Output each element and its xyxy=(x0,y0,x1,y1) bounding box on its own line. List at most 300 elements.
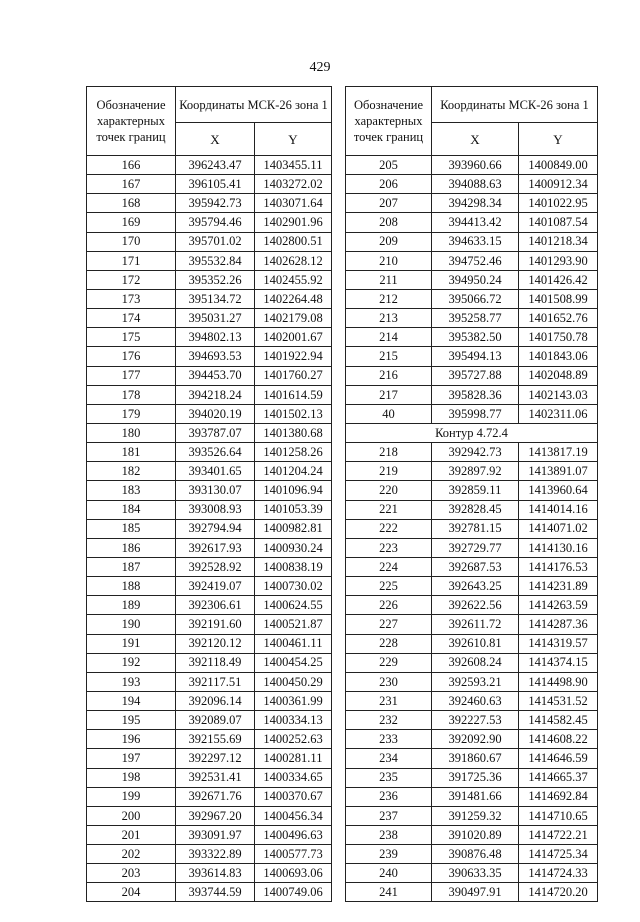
table-row xyxy=(87,404,332,423)
y-coordinate-cell: 1400577.73 xyxy=(255,845,332,864)
y-coordinate-cell: 1401022.95 xyxy=(519,194,598,213)
point-number-cell: 213 xyxy=(346,309,432,328)
coordinates-table-left xyxy=(86,86,332,902)
y-coordinate-cell: 1414608.22 xyxy=(519,730,598,749)
x-coordinate-cell: 392781.15 xyxy=(432,519,519,538)
table-row xyxy=(87,768,332,787)
y-coordinate-cell: 1402455.92 xyxy=(255,270,332,289)
x-coordinate-cell: 393091.97 xyxy=(176,825,255,844)
point-number-cell: 219 xyxy=(346,462,432,481)
y-coordinate-cell: 1401204.24 xyxy=(255,462,332,481)
y-coordinate-cell: 1413891.07 xyxy=(519,462,598,481)
table-row xyxy=(87,328,332,347)
x-coordinate-cell: 392419.07 xyxy=(176,577,255,596)
y-coordinate-cell: 1414725.34 xyxy=(519,845,598,864)
point-number-cell: 235 xyxy=(346,768,432,787)
x-coordinate-cell: 390497.91 xyxy=(432,883,519,902)
point-number-cell: 203 xyxy=(87,864,176,883)
table-row xyxy=(346,194,598,213)
table-row xyxy=(346,328,598,347)
x-coordinate-cell: 392859.11 xyxy=(432,481,519,500)
y-coordinate-cell: 1414498.90 xyxy=(519,672,598,691)
point-number-cell: 238 xyxy=(346,825,432,844)
point-number-cell: 239 xyxy=(346,845,432,864)
x-coordinate-cell: 392155.69 xyxy=(176,730,255,749)
coordinates-table-right xyxy=(345,86,598,902)
point-number-cell: 233 xyxy=(346,730,432,749)
table-row xyxy=(346,787,598,806)
point-number-cell: 220 xyxy=(346,481,432,500)
table-row xyxy=(346,309,598,328)
x-coordinate-cell: 394298.34 xyxy=(432,194,519,213)
table-row xyxy=(87,481,332,500)
x-coordinate-cell: 392531.41 xyxy=(176,768,255,787)
x-coordinate-cell: 396243.47 xyxy=(176,156,255,175)
point-number-cell: 225 xyxy=(346,577,432,596)
y-coordinate-cell: 1414014.16 xyxy=(519,500,598,519)
x-coordinate-cell: 395701.02 xyxy=(176,232,255,251)
x-coordinate-cell: 392593.21 xyxy=(432,672,519,691)
table-row xyxy=(346,443,598,462)
table-row xyxy=(346,691,598,710)
point-number-cell: 227 xyxy=(346,615,432,634)
x-coordinate-cell: 392687.53 xyxy=(432,557,519,576)
x-coordinate-cell: 393322.89 xyxy=(176,845,255,864)
header-x: X xyxy=(176,123,255,156)
table-row xyxy=(346,404,598,423)
point-number-cell: 173 xyxy=(87,289,176,308)
point-number-cell: 204 xyxy=(87,883,176,902)
x-coordinate-cell: 392191.60 xyxy=(176,615,255,634)
x-coordinate-cell: 391259.32 xyxy=(432,806,519,825)
x-coordinate-cell: 392528.92 xyxy=(176,557,255,576)
x-coordinate-cell: 396105.41 xyxy=(176,175,255,194)
y-coordinate-cell: 1400454.25 xyxy=(255,653,332,672)
table-row xyxy=(87,538,332,557)
table-row xyxy=(346,883,598,902)
table-row xyxy=(346,634,598,653)
table-row xyxy=(346,175,598,194)
y-coordinate-cell: 1400334.65 xyxy=(255,768,332,787)
x-coordinate-cell: 392297.12 xyxy=(176,749,255,768)
x-coordinate-cell: 393787.07 xyxy=(176,423,255,442)
x-coordinate-cell: 392942.73 xyxy=(432,443,519,462)
table-row xyxy=(346,289,598,308)
point-number-cell: 236 xyxy=(346,787,432,806)
table-row xyxy=(87,825,332,844)
y-coordinate-cell: 1400624.55 xyxy=(255,596,332,615)
table-row xyxy=(87,787,332,806)
x-coordinate-cell: 391725.36 xyxy=(432,768,519,787)
table-row xyxy=(346,596,598,615)
point-number-cell: 187 xyxy=(87,557,176,576)
point-number-cell: 175 xyxy=(87,328,176,347)
point-number-cell: 208 xyxy=(346,213,432,232)
point-number-cell: 174 xyxy=(87,309,176,328)
y-coordinate-cell: 1401426.42 xyxy=(519,270,598,289)
y-coordinate-cell: 1400496.63 xyxy=(255,825,332,844)
y-coordinate-cell: 1400693.06 xyxy=(255,864,332,883)
x-coordinate-cell: 395031.27 xyxy=(176,309,255,328)
y-coordinate-cell: 1402143.03 xyxy=(519,385,598,404)
y-coordinate-cell: 1401760.27 xyxy=(255,366,332,385)
x-coordinate-cell: 392967.20 xyxy=(176,806,255,825)
point-number-cell: 190 xyxy=(87,615,176,634)
point-number-cell: 210 xyxy=(346,251,432,270)
y-coordinate-cell: 1402901.96 xyxy=(255,213,332,232)
point-number-cell: 224 xyxy=(346,557,432,576)
y-coordinate-cell: 1401652.76 xyxy=(519,309,598,328)
y-coordinate-cell: 1401258.26 xyxy=(255,443,332,462)
y-coordinate-cell: 1402048.89 xyxy=(519,366,598,385)
table-row xyxy=(346,538,598,557)
point-number-cell: 40 xyxy=(346,404,432,423)
x-coordinate-cell: 394218.24 xyxy=(176,385,255,404)
point-number-cell: 237 xyxy=(346,806,432,825)
y-coordinate-cell: 1402179.08 xyxy=(255,309,332,328)
y-coordinate-cell: 1400370.67 xyxy=(255,787,332,806)
x-coordinate-cell: 394088.63 xyxy=(432,175,519,194)
table-row xyxy=(87,289,332,308)
table-row xyxy=(87,845,332,864)
table-row xyxy=(346,156,598,175)
table-row xyxy=(87,634,332,653)
table-row xyxy=(346,768,598,787)
point-number-cell: 216 xyxy=(346,366,432,385)
x-coordinate-cell: 394453.70 xyxy=(176,366,255,385)
y-coordinate-cell: 1400281.11 xyxy=(255,749,332,768)
table-row xyxy=(87,596,332,615)
point-number-cell: 200 xyxy=(87,806,176,825)
header-coordinates-group: Координаты МСК-26 зона 1 xyxy=(176,87,332,123)
y-coordinate-cell: 1414130.16 xyxy=(519,538,598,557)
y-coordinate-cell: 1414724.33 xyxy=(519,864,598,883)
x-coordinate-cell: 393130.07 xyxy=(176,481,255,500)
y-coordinate-cell: 1401502.13 xyxy=(255,404,332,423)
x-coordinate-cell: 390876.48 xyxy=(432,845,519,864)
point-number-cell: 180 xyxy=(87,423,176,442)
y-coordinate-cell: 1414176.53 xyxy=(519,557,598,576)
table-row xyxy=(346,557,598,576)
point-number-cell: 186 xyxy=(87,538,176,557)
point-number-cell: 230 xyxy=(346,672,432,691)
x-coordinate-cell: 394752.46 xyxy=(432,251,519,270)
x-coordinate-cell: 392643.25 xyxy=(432,577,519,596)
x-coordinate-cell: 393960.66 xyxy=(432,156,519,175)
table-row xyxy=(87,156,332,175)
x-coordinate-cell: 395942.73 xyxy=(176,194,255,213)
x-coordinate-cell: 395494.13 xyxy=(432,347,519,366)
x-coordinate-cell: 392671.76 xyxy=(176,787,255,806)
x-coordinate-cell: 392622.56 xyxy=(432,596,519,615)
x-coordinate-cell: 395727.88 xyxy=(432,366,519,385)
point-number-cell: 201 xyxy=(87,825,176,844)
x-coordinate-cell: 394413.42 xyxy=(432,213,519,232)
y-coordinate-cell: 1400361.99 xyxy=(255,691,332,710)
table-row xyxy=(87,691,332,710)
point-number-cell: 218 xyxy=(346,443,432,462)
point-number-cell: 199 xyxy=(87,787,176,806)
point-number-cell: 228 xyxy=(346,634,432,653)
point-number-cell: 226 xyxy=(346,596,432,615)
table-row xyxy=(346,232,598,251)
x-coordinate-cell: 392617.93 xyxy=(176,538,255,557)
x-coordinate-cell: 392460.63 xyxy=(432,691,519,710)
point-number-cell: 181 xyxy=(87,443,176,462)
point-number-cell: 177 xyxy=(87,366,176,385)
x-coordinate-cell: 394020.19 xyxy=(176,404,255,423)
y-coordinate-cell: 1403455.11 xyxy=(255,156,332,175)
y-coordinate-cell: 1401380.68 xyxy=(255,423,332,442)
point-number-cell: 212 xyxy=(346,289,432,308)
y-coordinate-cell: 1414231.89 xyxy=(519,577,598,596)
y-coordinate-cell: 1414319.57 xyxy=(519,634,598,653)
point-number-cell: 169 xyxy=(87,213,176,232)
point-number-cell: 209 xyxy=(346,232,432,251)
point-number-cell: 232 xyxy=(346,711,432,730)
point-number-cell: 182 xyxy=(87,462,176,481)
table-row xyxy=(346,366,598,385)
y-coordinate-cell: 1403071.64 xyxy=(255,194,332,213)
point-number-cell: 183 xyxy=(87,481,176,500)
y-coordinate-cell: 1400912.34 xyxy=(519,175,598,194)
table-row xyxy=(346,385,598,404)
header-designation: Обозначение характерных точек границ xyxy=(346,87,432,156)
x-coordinate-cell: 395352.26 xyxy=(176,270,255,289)
y-coordinate-cell: 1400749.06 xyxy=(255,883,332,902)
point-number-cell: 222 xyxy=(346,519,432,538)
table-row xyxy=(87,443,332,462)
table-row xyxy=(346,519,598,538)
y-coordinate-cell: 1400982.81 xyxy=(255,519,332,538)
y-coordinate-cell: 1414582.45 xyxy=(519,711,598,730)
y-coordinate-cell: 1414665.37 xyxy=(519,768,598,787)
y-coordinate-cell: 1400838.19 xyxy=(255,557,332,576)
y-coordinate-cell: 1401843.06 xyxy=(519,347,598,366)
x-coordinate-cell: 393526.64 xyxy=(176,443,255,462)
y-coordinate-cell: 1401293.90 xyxy=(519,251,598,270)
point-number-cell: 191 xyxy=(87,634,176,653)
contour-row xyxy=(346,423,598,442)
y-coordinate-cell: 1414720.20 xyxy=(519,883,598,902)
table-row xyxy=(346,806,598,825)
point-number-cell: 241 xyxy=(346,883,432,902)
header-y: Y xyxy=(519,123,598,156)
y-coordinate-cell: 1401614.59 xyxy=(255,385,332,404)
x-coordinate-cell: 392794.94 xyxy=(176,519,255,538)
point-number-cell: 215 xyxy=(346,347,432,366)
y-coordinate-cell: 1400334.13 xyxy=(255,711,332,730)
table-row xyxy=(87,883,332,902)
y-coordinate-cell: 1400252.63 xyxy=(255,730,332,749)
point-number-cell: 240 xyxy=(346,864,432,883)
point-number-cell: 231 xyxy=(346,691,432,710)
y-coordinate-cell: 1401218.34 xyxy=(519,232,598,251)
point-number-cell: 229 xyxy=(346,653,432,672)
y-coordinate-cell: 1414531.52 xyxy=(519,691,598,710)
page-number: 429 xyxy=(309,60,331,75)
x-coordinate-cell: 392306.61 xyxy=(176,596,255,615)
x-coordinate-cell: 393401.65 xyxy=(176,462,255,481)
y-coordinate-cell: 1401922.94 xyxy=(255,347,332,366)
point-number-cell: 188 xyxy=(87,577,176,596)
table-row xyxy=(87,213,332,232)
y-coordinate-cell: 1402264.48 xyxy=(255,289,332,308)
x-coordinate-cell: 391481.66 xyxy=(432,787,519,806)
header-designation: Обозначение характерных точек границ xyxy=(87,87,176,156)
point-number-cell: 234 xyxy=(346,749,432,768)
point-number-cell: 179 xyxy=(87,404,176,423)
y-coordinate-cell: 1400930.24 xyxy=(255,538,332,557)
table-row xyxy=(346,672,598,691)
x-coordinate-cell: 395258.77 xyxy=(432,309,519,328)
point-number-cell: 167 xyxy=(87,175,176,194)
x-coordinate-cell: 391020.89 xyxy=(432,825,519,844)
x-coordinate-cell: 395794.46 xyxy=(176,213,255,232)
y-coordinate-cell: 1402628.12 xyxy=(255,251,332,270)
table-row xyxy=(87,423,332,442)
y-coordinate-cell: 1401087.54 xyxy=(519,213,598,232)
table-row xyxy=(87,251,332,270)
table-row xyxy=(346,711,598,730)
table-row xyxy=(87,672,332,691)
x-coordinate-cell: 395382.50 xyxy=(432,328,519,347)
point-number-cell: 197 xyxy=(87,749,176,768)
point-number-cell: 193 xyxy=(87,672,176,691)
point-number-cell: 206 xyxy=(346,175,432,194)
point-number-cell: 205 xyxy=(346,156,432,175)
y-coordinate-cell: 1414646.59 xyxy=(519,749,598,768)
table-row xyxy=(346,481,598,500)
table-row xyxy=(87,653,332,672)
table-row xyxy=(87,577,332,596)
y-coordinate-cell: 1414692.84 xyxy=(519,787,598,806)
table-row xyxy=(87,175,332,194)
point-number-cell: 185 xyxy=(87,519,176,538)
table-row xyxy=(346,615,598,634)
point-number-cell: 171 xyxy=(87,251,176,270)
table-row xyxy=(87,864,332,883)
y-coordinate-cell: 1400456.34 xyxy=(255,806,332,825)
table-row xyxy=(87,749,332,768)
header-x: X xyxy=(432,123,519,156)
x-coordinate-cell: 394633.15 xyxy=(432,232,519,251)
table-row xyxy=(87,500,332,519)
y-coordinate-cell: 1414710.65 xyxy=(519,806,598,825)
x-coordinate-cell: 393008.93 xyxy=(176,500,255,519)
y-coordinate-cell: 1401750.78 xyxy=(519,328,598,347)
table-row xyxy=(87,270,332,289)
table-row xyxy=(346,462,598,481)
table-row xyxy=(346,347,598,366)
x-coordinate-cell: 395998.77 xyxy=(432,404,519,423)
x-coordinate-cell: 392729.77 xyxy=(432,538,519,557)
y-coordinate-cell: 1414374.15 xyxy=(519,653,598,672)
x-coordinate-cell: 394802.13 xyxy=(176,328,255,347)
header-coordinates-group: Координаты МСК-26 зона 1 xyxy=(432,87,598,123)
table-row xyxy=(87,519,332,538)
x-coordinate-cell: 395828.36 xyxy=(432,385,519,404)
x-coordinate-cell: 392096.14 xyxy=(176,691,255,710)
y-coordinate-cell: 1414287.36 xyxy=(519,615,598,634)
point-number-cell: 202 xyxy=(87,845,176,864)
table-row xyxy=(346,213,598,232)
y-coordinate-cell: 1413960.64 xyxy=(519,481,598,500)
table-row xyxy=(346,864,598,883)
x-coordinate-cell: 392828.45 xyxy=(432,500,519,519)
x-coordinate-cell: 392092.90 xyxy=(432,730,519,749)
table-row xyxy=(87,615,332,634)
table-row xyxy=(87,730,332,749)
y-coordinate-cell: 1401053.39 xyxy=(255,500,332,519)
table-row xyxy=(346,845,598,864)
table-row xyxy=(87,557,332,576)
point-number-cell: 194 xyxy=(87,691,176,710)
point-number-cell: 196 xyxy=(87,730,176,749)
point-number-cell: 168 xyxy=(87,194,176,213)
table-row xyxy=(87,232,332,251)
y-coordinate-cell: 1401096.94 xyxy=(255,481,332,500)
point-number-cell: 178 xyxy=(87,385,176,404)
x-coordinate-cell: 390633.35 xyxy=(432,864,519,883)
point-number-cell: 217 xyxy=(346,385,432,404)
point-number-cell: 195 xyxy=(87,711,176,730)
table-row xyxy=(87,309,332,328)
point-number-cell: 172 xyxy=(87,270,176,289)
point-number-cell: 176 xyxy=(87,347,176,366)
y-coordinate-cell: 1400450.29 xyxy=(255,672,332,691)
y-coordinate-cell: 1402800.51 xyxy=(255,232,332,251)
header-y: Y xyxy=(255,123,332,156)
x-coordinate-cell: 395532.84 xyxy=(176,251,255,270)
y-coordinate-cell: 1400521.87 xyxy=(255,615,332,634)
table-row xyxy=(87,462,332,481)
y-coordinate-cell: 1414263.59 xyxy=(519,596,598,615)
y-coordinate-cell: 1403272.02 xyxy=(255,175,332,194)
point-number-cell: 189 xyxy=(87,596,176,615)
point-number-cell: 207 xyxy=(346,194,432,213)
table-row xyxy=(87,385,332,404)
table-row xyxy=(346,730,598,749)
x-coordinate-cell: 392120.12 xyxy=(176,634,255,653)
table-row xyxy=(87,366,332,385)
x-coordinate-cell: 394693.53 xyxy=(176,347,255,366)
y-coordinate-cell: 1414722.21 xyxy=(519,825,598,844)
table-row xyxy=(87,806,332,825)
table-row xyxy=(87,711,332,730)
point-number-cell: 184 xyxy=(87,500,176,519)
x-coordinate-cell: 392611.72 xyxy=(432,615,519,634)
table-row xyxy=(87,194,332,213)
point-number-cell: 198 xyxy=(87,768,176,787)
table-row xyxy=(346,251,598,270)
x-coordinate-cell: 392897.92 xyxy=(432,462,519,481)
x-coordinate-cell: 391860.67 xyxy=(432,749,519,768)
point-number-cell: 211 xyxy=(346,270,432,289)
table-row xyxy=(87,347,332,366)
table-row xyxy=(346,270,598,289)
x-coordinate-cell: 394950.24 xyxy=(432,270,519,289)
table-row xyxy=(346,653,598,672)
x-coordinate-cell: 393744.59 xyxy=(176,883,255,902)
y-coordinate-cell: 1400461.11 xyxy=(255,634,332,653)
point-number-cell: 221 xyxy=(346,500,432,519)
x-coordinate-cell: 392608.24 xyxy=(432,653,519,672)
x-coordinate-cell: 395066.72 xyxy=(432,289,519,308)
y-coordinate-cell: 1401508.99 xyxy=(519,289,598,308)
x-coordinate-cell: 392610.81 xyxy=(432,634,519,653)
point-number-cell: 170 xyxy=(87,232,176,251)
